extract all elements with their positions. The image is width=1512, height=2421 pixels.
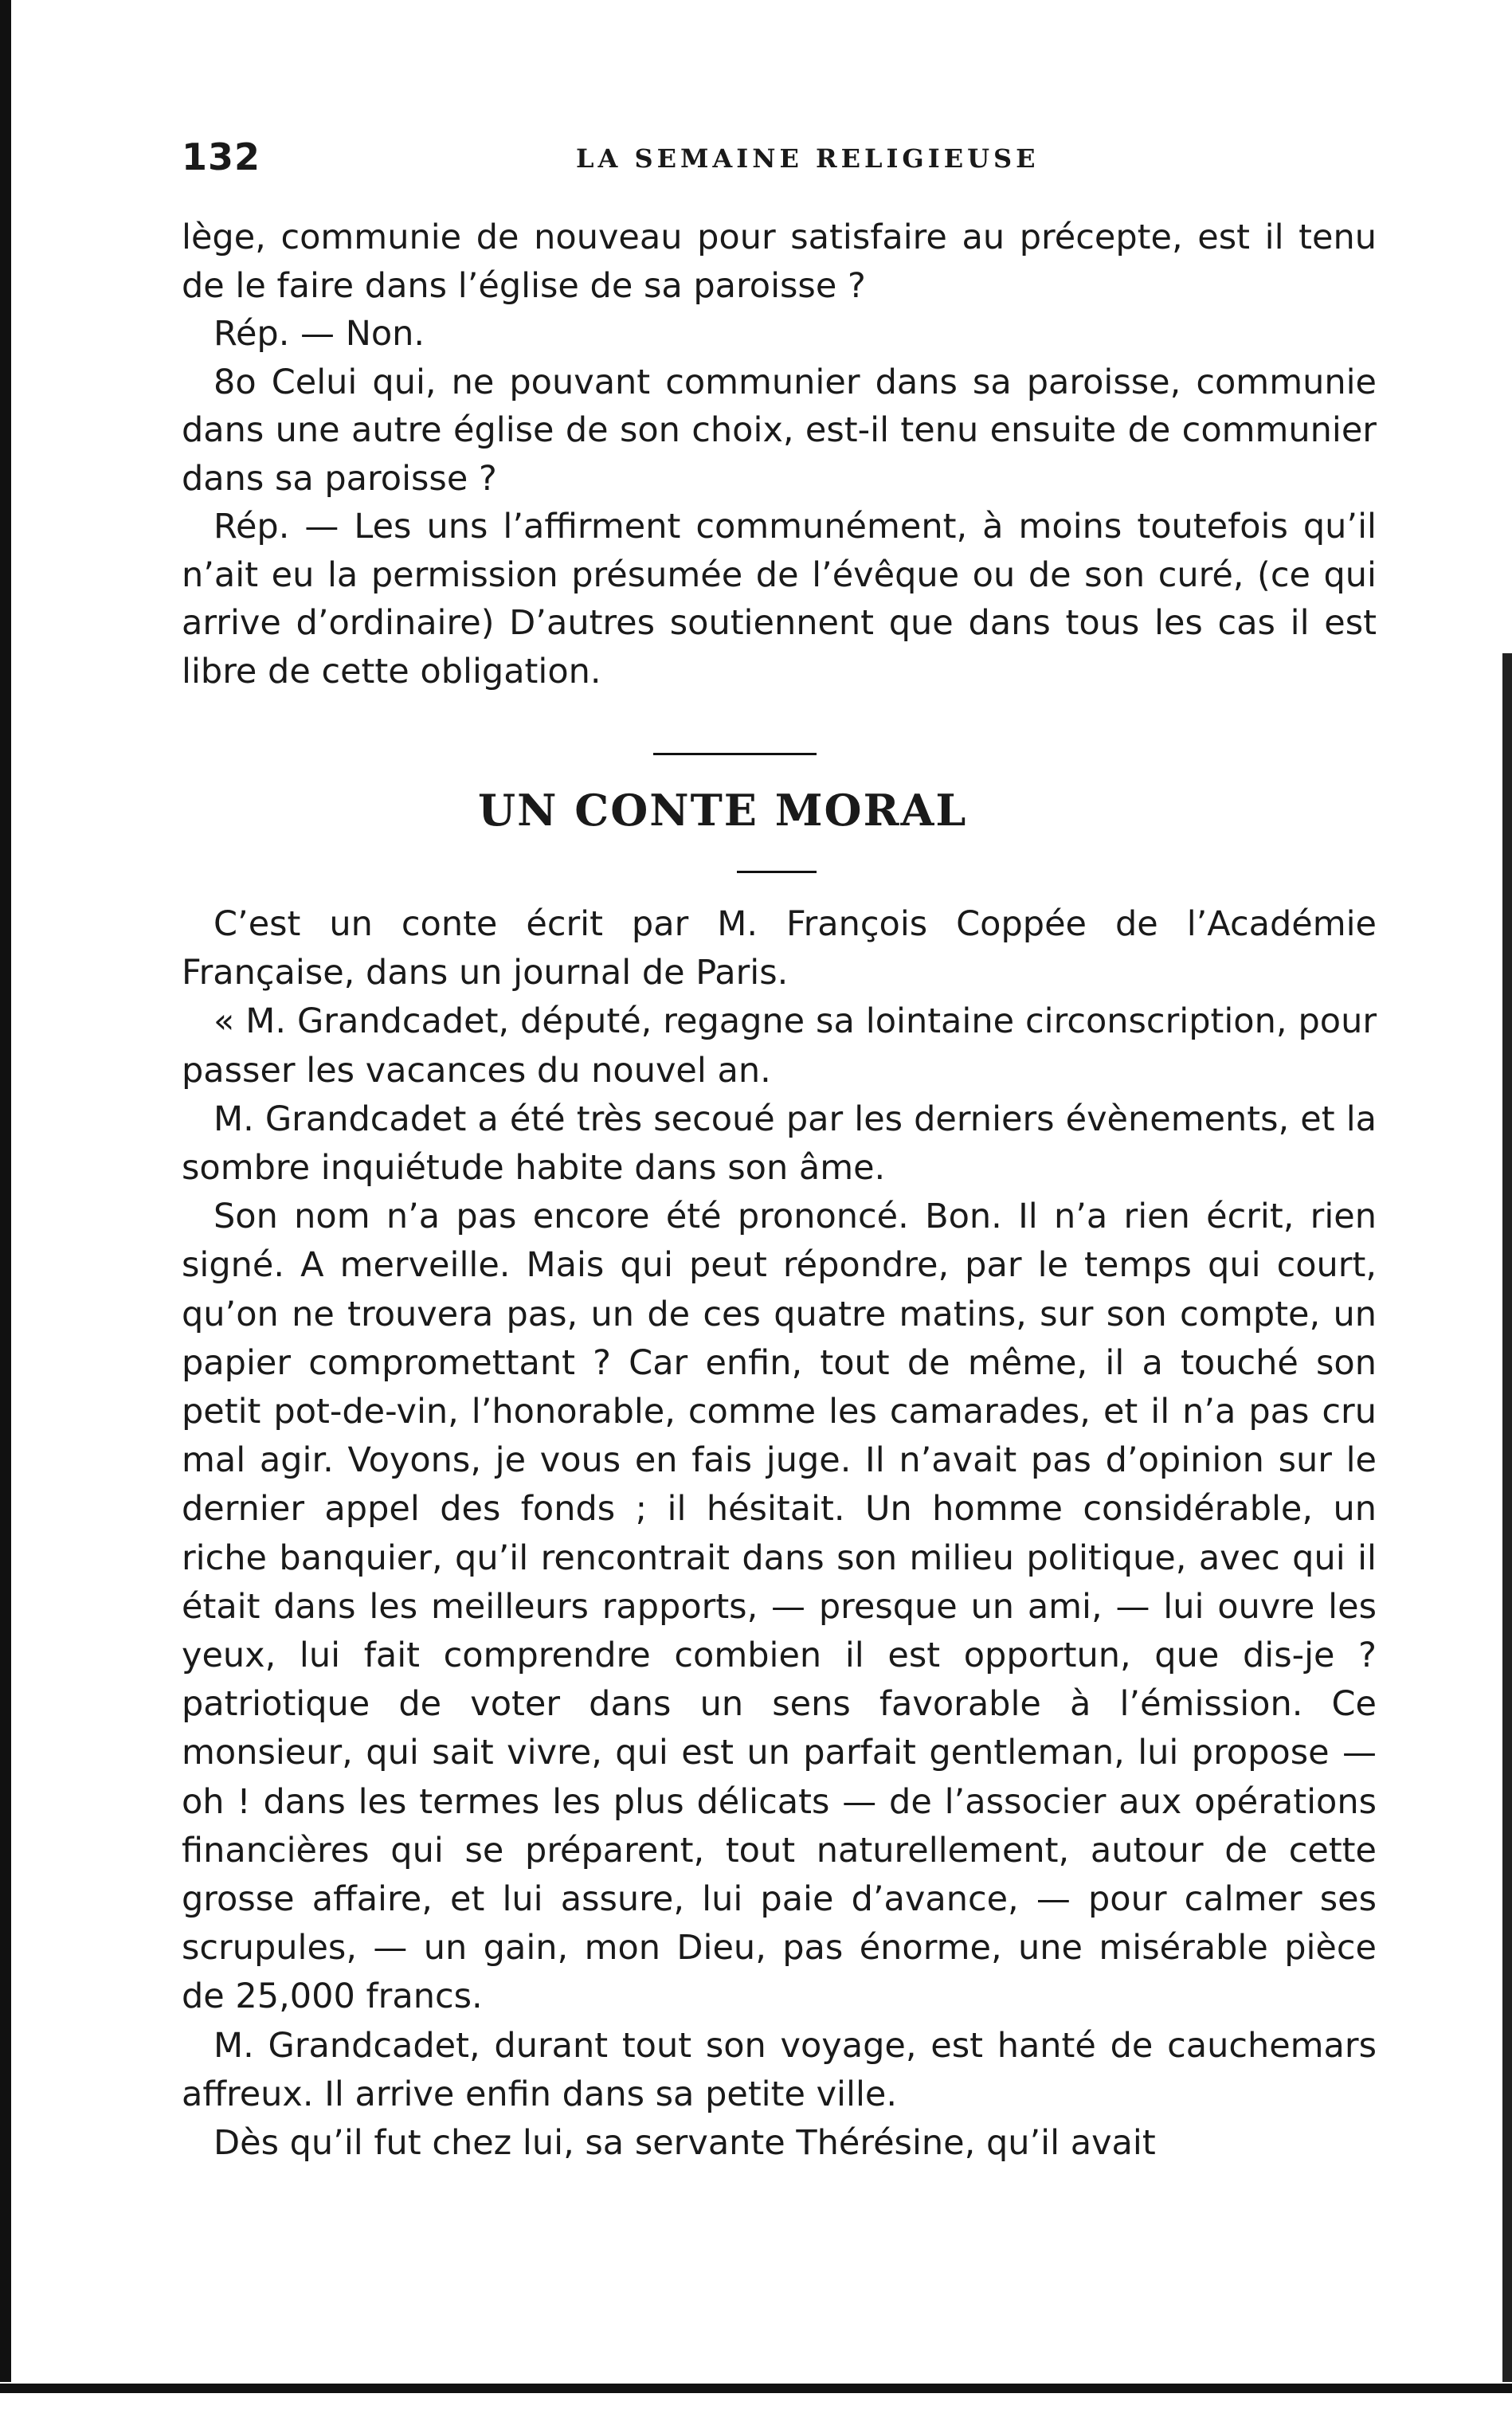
- paragraph: C’est un conte écrit par M. François Coppée de l’Académie Française, dans un journal de Paris.: [182, 904, 1377, 993]
- text-block-qa: [182, 214, 1377, 695]
- paragraph: M. Grandcadet a été très secoué par les derniers évènements, et la sombre inquiétude habite dans son âme.: [182, 1099, 1377, 1189]
- paragraph: Dès qu’il fut chez lui, sa servante Thérésine, qu’il avait: [213, 2123, 1156, 2164]
- paragraph: 8o Celui qui, ne pouvant communier dans sa paroisse, communie dans une autre église de son choix, est-il tenu ensuite de communier dans sa paroisse ?: [182, 362, 1377, 499]
- section-title: UN CONTE MORAL: [478, 785, 968, 836]
- section-rule-top: [653, 753, 817, 755]
- paragraph: « M. Grandcadet, député, regagne sa lointaine circonscription, pour passer les vacances du nouvel an.: [182, 1001, 1377, 1091]
- page-header: [182, 135, 1377, 183]
- paragraph: Rép. — Les uns l’affirment communément, à moins toutefois qu’il n’ait eu la permission présumée de l’évêque ou de son curé, (ce qui arrive d’ordinaire) D’autres soutiennent que dans tous les cas il est libre de cette obligation.: [182, 507, 1377, 691]
- section-rule-bottom: [737, 871, 817, 873]
- paragraph: Son nom n’a pas encore été prononcé. Bon. Il n’a rien écrit, rien signé. A merveille. Mais qui peut répondre, par le temps qui court, qu’on ne trouvera pas, un de ces quatre matins, sur son compte, un papier compromettant ? Car enfin, tout de même, il a touché son petit pot-de-vin, l’honorable, comme les camarades, et il n’a pas cru mal agir. Voyons, je vous en fais juge. Il n’avait pas d’opinion sur le dernier appel des fonds ; il hésitait. Un homme considérable, un riche banquier, qu’il rencontrait dans son milieu politique, avec qui il était dans les meilleurs rapports, — presque un ami, — lui ouvre les yeux, lui fait comprendre combien il est opportun, que dis-je ? patriotique de voter dans un sens favorable à l’émission. Ce monsieur, qui sait vivre, qui est un parfait gentleman, lui propose — oh ! dans les termes les plus délicats — de l’associer aux opérations financières qui se préparent, tout naturellement, autour de cette grosse affaire, et lui assure, lui paie d’avance, — pour calmer ses scrupules, — un gain, mon Dieu, pas énorme, une misérable pièce de 25,000 francs.: [182, 1197, 1377, 2017]
- scan-edge-right: [1502, 653, 1512, 2382]
- scan-edge-left: [0, 0, 11, 2382]
- paragraph: M. Grandcadet, durant tout son voyage, est hanté de cauchemars affreux. Il arrive enfin dans sa petite ville.: [182, 2025, 1377, 2114]
- paragraph: Rép. — Non.: [213, 314, 425, 354]
- scan-edge-bottom: [0, 2384, 1512, 2393]
- running-title: LA SEMAINE RELIGIEUSE: [576, 143, 1040, 174]
- paragraph: lège, communie de nouveau pour satisfaire au précepte, est il tenu de le faire dans l’église de sa paroisse ?: [182, 217, 1377, 306]
- text-block-story: [182, 900, 1377, 2168]
- page-number: 132: [182, 135, 261, 178]
